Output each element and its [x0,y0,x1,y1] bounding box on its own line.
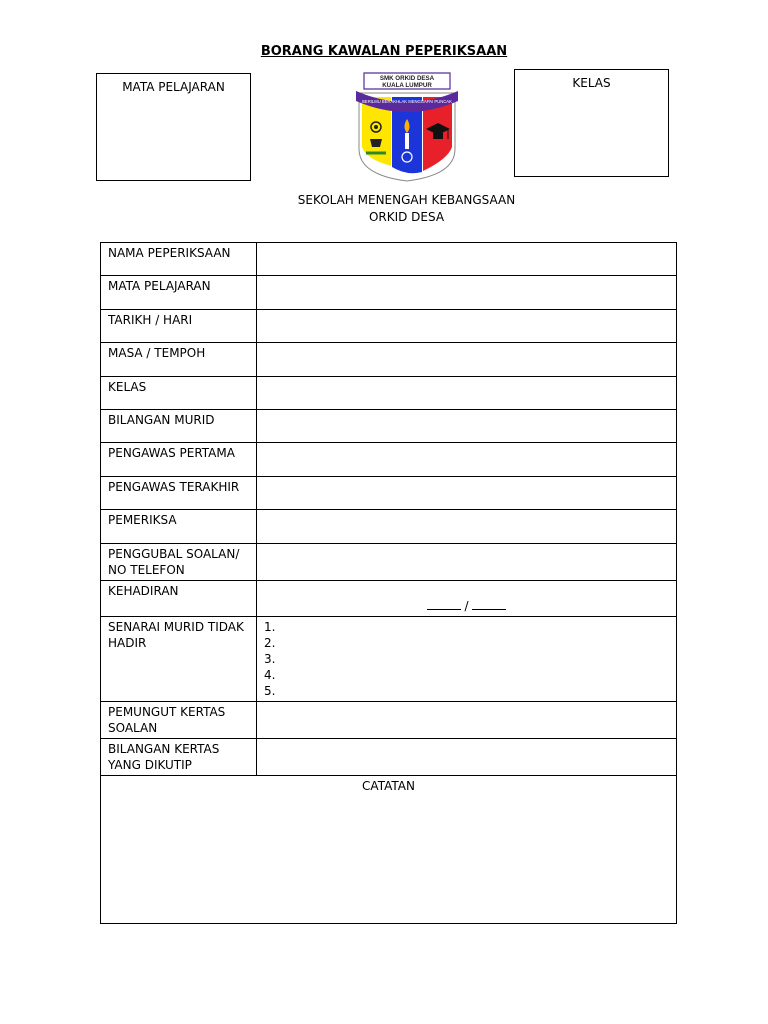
form-row-value[interactable] [257,343,677,376]
form-row [101,443,677,476]
notes-label: CATATAN [362,778,415,793]
form-row-label: PENGAWAS TERAKHIR [101,476,257,509]
exam-control-form [100,242,677,924]
attendance-separator: / [464,598,469,613]
notes-row [101,775,677,923]
collected-count-row [101,738,677,775]
form-row-value[interactable] [257,409,677,442]
collector-label: PEMUNGUT KERTAS SOALAN [101,701,257,738]
attendance-label: KEHADIRAN [101,580,257,616]
attendance-value[interactable] [257,580,677,616]
form-row [101,409,677,442]
form-row-label: TARIKH / HARI [101,309,257,342]
form-row-label: NAMA PEPERIKSAAN [101,243,257,276]
absent-list-item: 4. [264,667,276,682]
school-crest-logo [356,71,458,183]
attendance-total-blank[interactable] [472,598,506,610]
school-name [0,192,768,226]
form-row [101,309,677,342]
attendance-present-blank[interactable] [427,598,461,610]
absent-list-item: 5. [264,683,276,698]
absent-list-item: 2. [264,635,276,650]
collector-row [101,701,677,738]
school-name-line-2: ORKID DESA [368,210,445,224]
absent-row [101,616,677,701]
logo-top-text-1: SMK ORKID DESA [379,75,435,82]
absent-label: SENARAI MURID TIDAK HADIR [101,616,257,701]
subject-box[interactable] [96,73,251,181]
form-row-label: PENGGUBAL SOALAN/ NO TELEFON [101,543,257,580]
form-row-value[interactable] [257,476,677,509]
class-box[interactable] [514,69,669,177]
collected-count-label: BILANGAN KERTAS YANG DIKUTIP [101,738,257,775]
attendance-row [101,580,677,616]
form-row-value[interactable] [257,243,677,276]
form-row-value[interactable] [257,276,677,309]
absent-list-item: 3. [264,651,276,666]
form-row-label: BILANGAN MURID [101,409,257,442]
absent-list-cell[interactable] [257,616,677,701]
form-row [101,343,677,376]
form-row-value[interactable] [257,543,677,580]
notes-cell[interactable] [101,775,677,923]
collected-count-value[interactable] [257,738,677,775]
form-row-value[interactable] [257,443,677,476]
form-row-label: KELAS [101,376,257,409]
form-title: BORANG KAWALAN PEPERIKSAAN [260,44,508,59]
form-row [101,276,677,309]
form-row [101,376,677,409]
form-row [101,543,677,580]
collector-value[interactable] [257,701,677,738]
form-row-label: MASA / TEMPOH [101,343,257,376]
form-row [101,510,677,543]
form-row-value[interactable] [257,376,677,409]
form-row-label: PENGAWAS PERTAMA [101,443,257,476]
form-row-label: PEMERIKSA [101,510,257,543]
class-box-label: KELAS [572,76,611,90]
form-row [101,476,677,509]
form-row-value[interactable] [257,309,677,342]
form-row-value[interactable] [257,510,677,543]
absent-list [264,619,669,699]
form-row [101,243,677,276]
school-name-line-1: SEKOLAH MENENGAH KEBANGSAAN [297,193,516,207]
form-row-label: MATA PELAJARAN [101,276,257,309]
absent-list-item: 1. [264,619,276,634]
subject-box-label: MATA PELAJARAN [122,80,225,94]
logo-top-text-2: KUALA LUMPUR [382,82,432,89]
logo-ribbon-text: BERILMU BERAKHLAK MENGGAPAI PUNCAK [362,99,452,104]
